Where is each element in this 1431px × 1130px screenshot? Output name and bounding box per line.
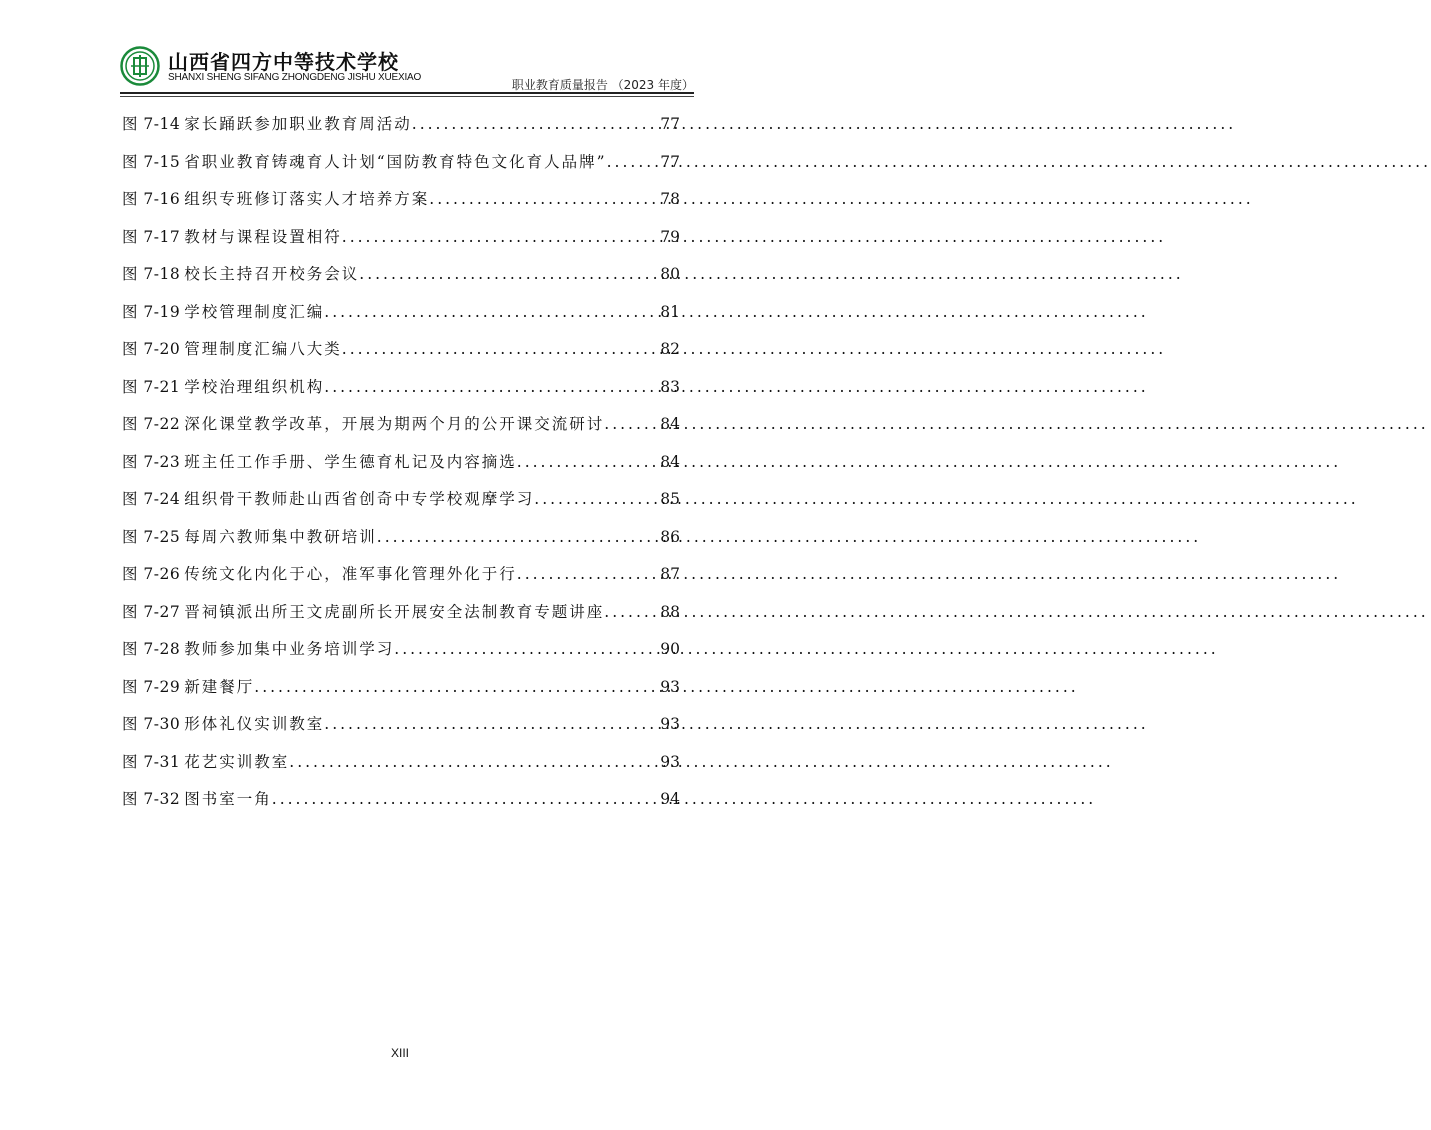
toc-dot-leader xyxy=(359,256,658,294)
toc-dot-leader xyxy=(517,556,659,594)
toc-entry[interactable] xyxy=(122,481,680,519)
toc-figure-number: 图 7-14 xyxy=(122,115,181,133)
toc-caption: 新建餐厅 xyxy=(184,677,255,696)
header-rule-thick xyxy=(120,92,694,94)
toc-caption: 校长主持召开校务会议 xyxy=(184,265,360,283)
toc-entry[interactable] xyxy=(122,181,680,219)
toc-dot-leader xyxy=(412,106,659,144)
toc-figure-number: 图 7-19 xyxy=(122,302,181,321)
toc-caption: 教材与课程设置相符 xyxy=(184,227,342,246)
toc-page-number: 87 xyxy=(660,565,680,583)
toc-figure-number: 图 7-16 xyxy=(122,190,181,208)
toc-entry[interactable] xyxy=(122,444,680,482)
toc-figure-number: 图 7-32 xyxy=(122,790,181,808)
toc-page-number: 90 xyxy=(660,640,680,658)
toc-entry[interactable] xyxy=(122,219,680,257)
toc-dot-leader xyxy=(517,444,659,482)
toc-dot-leader xyxy=(324,294,658,332)
toc-caption: 晋祠镇派出所王文虎副所长开展安全法制教育专题讲座 xyxy=(184,602,605,621)
toc-entry[interactable] xyxy=(122,331,680,369)
toc-caption: 图书室一角 xyxy=(184,790,272,808)
toc-page-number: 94 xyxy=(660,790,680,808)
toc-caption: 传统文化内化于心，准军事化管理外化于行 xyxy=(184,565,517,583)
toc-figure-number: 图 7-21 xyxy=(122,377,181,396)
toc-dot-leader xyxy=(324,706,658,744)
school-name-en: SHANXI SHENG SIFANG ZHONGDENG JISHU XUEXIAO xyxy=(168,72,422,83)
toc-dot-leader xyxy=(272,781,659,819)
toc-entry[interactable] xyxy=(122,519,680,557)
page-number: XIII xyxy=(390,1046,409,1060)
toc-entry[interactable] xyxy=(122,106,680,144)
figure-list xyxy=(122,106,680,819)
toc-dot-leader xyxy=(429,181,658,219)
toc-caption: 学校管理制度汇编 xyxy=(184,302,325,321)
toc-figure-number: 图 7-24 xyxy=(122,490,181,508)
toc-page-number: 88 xyxy=(660,602,680,621)
school-name-cn: 山西省四方中等技术学校 xyxy=(168,50,399,74)
toc-figure-number: 图 7-31 xyxy=(122,752,181,771)
toc-page-number: 83 xyxy=(660,377,680,396)
toc-page-number: 86 xyxy=(660,527,680,546)
toc-caption: 花艺实训教室 xyxy=(184,752,290,771)
toc-page-number: 84 xyxy=(660,415,680,433)
toc-figure-number: 图 7-29 xyxy=(122,677,181,696)
page-header xyxy=(120,42,694,92)
toc-caption: 管理制度汇编八大类 xyxy=(184,340,342,358)
toc-entry[interactable] xyxy=(122,706,680,744)
toc-entry[interactable] xyxy=(122,669,680,707)
toc-caption: 每周六教师集中教研培训 xyxy=(184,527,377,546)
toc-page-number: 93 xyxy=(660,677,680,696)
toc-dot-leader xyxy=(377,519,659,557)
toc-page-number: 77 xyxy=(660,115,680,133)
toc-figure-number: 图 7-30 xyxy=(122,715,181,733)
toc-figure-number: 图 7-22 xyxy=(122,415,181,433)
toc-page-number: 78 xyxy=(660,190,680,208)
toc-entry[interactable] xyxy=(122,406,680,444)
toc-page-number: 93 xyxy=(660,715,680,733)
toc-caption: 组织骨干教师赴山西省创奇中专学校观摩学习 xyxy=(184,490,535,508)
toc-dot-leader xyxy=(254,669,658,707)
toc-entry[interactable] xyxy=(122,256,680,294)
toc-caption: 学校治理组织机构 xyxy=(184,377,325,396)
toc-dot-leader xyxy=(534,481,658,519)
toc-figure-number: 图 7-25 xyxy=(122,527,181,546)
toc-page-number: 79 xyxy=(660,227,680,246)
toc-caption: 班主任工作手册、学生德育札记及内容摘选 xyxy=(184,452,517,471)
toc-entry[interactable] xyxy=(122,556,680,594)
toc-figure-number: 图 7-18 xyxy=(122,265,181,283)
toc-caption: 家长踊跃参加职业教育周活动 xyxy=(184,115,412,133)
toc-caption: 深化课堂教学改革，开展为期两个月的公开课交流研讨 xyxy=(184,415,605,433)
toc-caption: 形体礼仪实训教室 xyxy=(184,715,325,733)
toc-entry[interactable] xyxy=(122,369,680,407)
toc-dot-leader xyxy=(604,406,658,444)
report-title: 职业教育质量报告 （2023 年度） xyxy=(511,78,694,92)
toc-entry[interactable] xyxy=(122,144,680,182)
toc-entry[interactable] xyxy=(122,631,680,669)
toc-dot-leader xyxy=(607,144,659,182)
toc-caption: 省职业教育铸魂育人计划“国防教育特色文化育人品牌” xyxy=(184,152,607,171)
toc-page-number: 85 xyxy=(660,490,680,508)
toc-page-number: 81 xyxy=(660,302,680,321)
toc-page-number: 93 xyxy=(660,752,680,771)
toc-page-number: 80 xyxy=(660,265,680,283)
toc-figure-number: 图 7-20 xyxy=(122,340,181,358)
toc-figure-number: 图 7-28 xyxy=(122,640,181,658)
toc-entry[interactable] xyxy=(122,744,680,782)
school-emblem-icon xyxy=(120,46,160,86)
toc-figure-number: 图 7-27 xyxy=(122,602,181,621)
toc-page-number: 82 xyxy=(660,340,680,358)
toc-page-number: 77 xyxy=(660,152,680,171)
toc-dot-leader xyxy=(342,331,659,369)
toc-figure-number: 图 7-26 xyxy=(122,565,181,583)
toc-caption: 组织专班修订落实人才培养方案 xyxy=(184,190,430,208)
toc-page-number: 84 xyxy=(660,452,680,471)
toc-figure-number: 图 7-15 xyxy=(122,152,181,171)
toc-dot-leader xyxy=(289,744,658,782)
toc-figure-number: 图 7-23 xyxy=(122,452,181,471)
toc-figure-number: 图 7-17 xyxy=(122,227,181,246)
toc-caption: 教师参加集中业务培训学习 xyxy=(184,640,395,658)
toc-entry[interactable] xyxy=(122,781,680,819)
toc-entry[interactable] xyxy=(122,294,680,332)
toc-dot-leader xyxy=(394,631,658,669)
toc-dot-leader xyxy=(342,219,659,257)
toc-dot-leader xyxy=(604,594,658,632)
header-rule-thin xyxy=(120,96,694,97)
toc-entry[interactable] xyxy=(122,594,680,632)
toc-dot-leader xyxy=(324,369,658,407)
